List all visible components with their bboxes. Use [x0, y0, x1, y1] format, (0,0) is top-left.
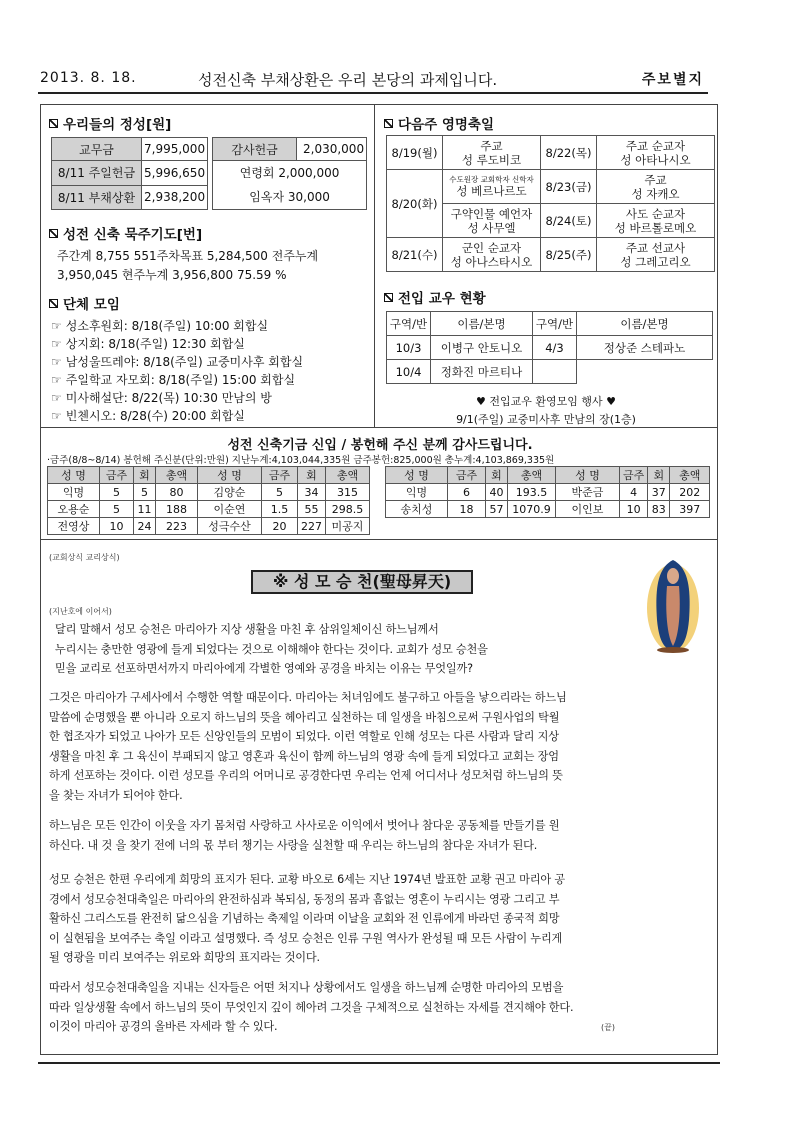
pointing-hand-icon: ☞ [51, 337, 62, 351]
transfer-cell: 4/3 [533, 336, 577, 360]
feast-saint: 군인 순교자 성 아나스타시오 [443, 238, 541, 272]
feast-table [386, 135, 715, 272]
transfer-header: 이름/본명 [431, 312, 533, 336]
feast-date: 8/22(목) [541, 136, 597, 170]
article-paragraph-3: 하느님은 모든 인간이 이웃을 자기 몸처럼 사랑하고 사사로운 이익에서 벗어나 참다운 공동체를 만들기를 원 하신다. 내 것 을 찾기 전에 너의 몫 부터 챙기는 사랑을 실천할 때 우리는 하느님의 참다운 자녀가 된다. [49, 819, 560, 852]
article-paragraph-4: 성모 승천은 한편 우리에게 희망의 표지가 된다. 교황 바오로 6세는 지난 1974년 발표한 교황 권고 마리아 공 경에서 성모승천대축일은 마리아의 완전하심과 복되심, 동정의 몸과 흠없는 영혼이 누리시는 영광 그리고 부 활하신 그리스도를 완전히 닮으심을 기념하는 축제일 이라며 이날을 교회와 전 인류에게 바라던 종국적 희망 이 실현됨을 보여주는 축일 이라고 설명했다. 즉 성모 승천은 인류 구원 역사가 완성될 때 모든 사람이 누리게 될 영광을 미리 보여주는 위로와 희망의 표지라는 것이다. [49, 873, 565, 964]
feast-date: 8/19(월) [387, 136, 443, 170]
group-item: ☞ 상지회: 8/18(주일) 12:30 회합실 [51, 337, 245, 351]
checkbox-cross-icon [384, 119, 393, 128]
header-motto: 성전신축 부채상환은 우리 본당의 과제입니다. [198, 71, 498, 89]
fund-summary: ·금주(8/8~8/14) 봉헌해 주신분(단위:만원) 지난누계:4,103,044,335원 금주봉헌:825,000원 총누계:4,103,869,335원 [47, 455, 555, 466]
article-end-mark: (끝) [601, 1023, 615, 1032]
fund-header: 금주 [262, 467, 298, 484]
fund-header: 회 [298, 467, 326, 484]
transfer-cell: 10/4 [387, 360, 431, 384]
groups-title: 단체 모임 [49, 293, 120, 313]
table-row: 송치성 18 57 1070.9 이인보 10 83 397 [386, 501, 710, 518]
checkbox-cross-icon [49, 119, 58, 128]
header-tag: 주보별지 [641, 72, 704, 88]
offering-extra-2: 임옥자 30,000 [249, 190, 330, 204]
feast-date: 8/25(주) [541, 238, 597, 272]
table-row: 익명 6 40 193.5 박준금 4 37 202 [386, 484, 710, 501]
transfer-cell [577, 360, 713, 384]
transfer-event-1: ♥ 전입교우 환영모임 행사 ♥ [476, 395, 616, 408]
fund-table-left [47, 466, 370, 535]
feast-saint: 주교 선교사 성 그레고리오 [597, 238, 715, 272]
transfer-cell: 10/3 [387, 336, 431, 360]
feast-saint: 주교 성 루도비코 [443, 136, 541, 170]
transfer-cell: 이병구 안토니오 [431, 336, 533, 360]
offering-extra-1: 연령회 2,000,000 [239, 166, 340, 180]
feast-saint: 수도원장 교회학자 신학자 성 베르나르도 [443, 170, 541, 204]
page-header [38, 62, 708, 94]
offering-label: 교무금 [52, 138, 142, 161]
thanks-label: 감사헌금 [213, 138, 297, 161]
offering-extra [213, 161, 367, 210]
fund-header: 성 명 [556, 467, 620, 484]
pointing-hand-icon: ☞ [51, 355, 62, 369]
page-bottom-rule [38, 1062, 720, 1064]
fund-header: 금주 [100, 467, 134, 484]
article-paragraph-5: 따라서 성모승천대축일을 지내는 신자들은 어떤 처지나 상황에서도 일생을 하느님께 순명한 마리아의 모범을 따라 일상생활 속에서 하느님의 뜻이 무엇인지 깊이 헤아려 그것을 구체적으로 실천하는 자세를 견지해야 한다. 이것이 마리아 공경의 올바른 자세라 할 수 있다. [49, 981, 574, 1033]
article-paragraph-1: 달리 말해서 성모 승천은 마리아가 지상 생활을 마친 후 삼위일체이신 하느님께서 누리시는 충만한 영광에 들게 되었다는 것으로 이해해야 한다는 것이다. 교회가 성모 승천을 믿을 교리로 선포하면서까지 마리아에게 각별한 영예와 공경을 바치는 이유는 무엇일까? [55, 623, 488, 675]
group-item: ☞ 성소후원회: 8/18(주일) 10:00 회합실 [51, 319, 269, 333]
transfer-cell [533, 360, 577, 384]
fund-header: 회 [134, 467, 156, 484]
fund-header: 성 명 [198, 467, 262, 484]
article-continued-note: (지난호에 이어서) [49, 607, 112, 616]
fund-table-right [385, 466, 710, 518]
offering-value: 2,938,200 [142, 185, 208, 210]
transfer-header: 구역/반 [387, 312, 431, 336]
fund-header: 회 [648, 467, 670, 484]
fund-header: 성 명 [48, 467, 100, 484]
group-item: ☞ 빈첸시오: 8/28(수) 20:00 회합실 [51, 409, 245, 423]
thanks-value: 2,030,000 [297, 138, 367, 161]
fund-header: 회 [486, 467, 508, 484]
fund-header: 총액 [326, 467, 370, 484]
checkbox-cross-icon [49, 229, 58, 238]
fund-header: 성 명 [386, 467, 448, 484]
feast-saint: 주교 순교자 성 아타나시오 [597, 136, 715, 170]
group-item: ☞ 남성울뜨레야: 8/18(주일) 교중미사후 회합실 [51, 355, 304, 369]
top-section [40, 104, 718, 428]
offering-table [51, 137, 367, 210]
offering-label: 8/11 부채상환 [52, 185, 142, 210]
transfer-header: 이름/본명 [577, 312, 713, 336]
transfer-table [386, 311, 713, 384]
table-row: 전영상 10 24 223 성극수산 20 227 미공지 [48, 518, 370, 535]
pointing-hand-icon: ☞ [51, 373, 62, 387]
group-item: ☞ 주일학교 자모회: 8/18(주일) 15:00 회합실 [51, 373, 296, 387]
offering-value: 7,995,000 [142, 138, 208, 161]
feast-date: 8/20(화) [387, 170, 443, 238]
transfer-event-2: 9/1(주일) 교중미사후 만남의 장(1층) [456, 413, 636, 426]
pointing-hand-icon: ☞ [51, 319, 62, 333]
transfer-cell: 정상준 스테파노 [577, 336, 713, 360]
fund-header: 총액 [670, 467, 710, 484]
rosary-line-2: 3,950,045 현주누계 3,956,800 75.59 % [57, 268, 287, 282]
feast-date: 8/23(금) [541, 170, 597, 204]
fund-title: 성전 신축기금 신입 / 봉헌해 주신 분께 감사드립니다. [227, 438, 533, 453]
heart-icon: ♥ [476, 395, 490, 408]
table-row: 익명 5 5 80 김양순 5 34 315 [48, 484, 370, 501]
article-paragraph-2: 그것은 마리아가 구세사에서 수행한 역할 때문이다. 마리아는 처녀임에도 불구하고 아들을 낳으리라는 하느님 말씀에 순명했을 뿐 아니라 오로지 하느님의 뜻을 헤아리고 실천하는 데 일생을 바침으로써 구원사업의 탁월 한 협조자가 되었고 나아가 모든 신앙인들의 모범이 되었다. 이런 역할로 인해 성모는 다른 사람과 달리 지상 생활을 마친 후 그 육신이 부패되지 않고 영혼과 육신이 함께 하느님의 영광 속에 들게 되었다고 교회는 장엄 하게 선포하는 것이다. 이런 성모를 우리의 어머니로 공경한다면 우리는 언제 어디서나 성모처럼 하느님의 뜻 을 찾는 자녀가 되어야 한다. [49, 691, 567, 802]
pointing-hand-icon: ☞ [51, 409, 62, 423]
feast-date: 8/24(토) [541, 204, 597, 238]
fund-section [40, 428, 718, 540]
rosary-line-1: 주간계 8,755 551주차목표 5,284,500 전주누계 [57, 249, 319, 263]
offering-label: 8/11 주일헌금 [52, 161, 142, 186]
fund-header: 총액 [508, 467, 556, 484]
offering-title: 우리들의 정성[원] [49, 113, 171, 133]
fund-header: 금주 [620, 467, 648, 484]
article-section [40, 540, 718, 1055]
feast-saint: 사도 순교자 성 바르톨로메오 [597, 204, 715, 238]
article-title: ※ 성 모 승 천(聖母昇天) [251, 570, 473, 594]
checkbox-cross-icon [49, 299, 58, 308]
article-category: (교회상식 교리상식) [49, 553, 120, 562]
group-item: ☞ 미사해설단: 8/22(목) 10:30 만남의 방 [51, 391, 272, 405]
offering-value: 5,996,650 [142, 161, 208, 186]
feast-saint: 주교 성 자캐오 [597, 170, 715, 204]
feast-saint: 구약인물 예언자 성 사무엘 [443, 204, 541, 238]
transfer-header: 구역/반 [533, 312, 577, 336]
feast-date: 8/21(수) [387, 238, 443, 272]
issue-date: 2013. 8. 18. [40, 70, 137, 86]
transfer-cell: 정화진 마르티나 [431, 360, 533, 384]
heart-icon: ♥ [602, 395, 616, 408]
table-row: 오용순 5 11 188 이순연 1.5 55 298.5 [48, 501, 370, 518]
column-divider [374, 105, 375, 427]
rosary-title: 성전 신축 묵주기도[번] [49, 223, 202, 243]
transfer-title: 전입 교우 현황 [384, 287, 486, 307]
checkbox-cross-icon [384, 293, 393, 302]
feast-title: 다음주 영명축일 [384, 113, 494, 133]
fund-header: 총액 [156, 467, 198, 484]
fund-header: 금주 [448, 467, 486, 484]
pointing-hand-icon: ☞ [51, 391, 62, 405]
